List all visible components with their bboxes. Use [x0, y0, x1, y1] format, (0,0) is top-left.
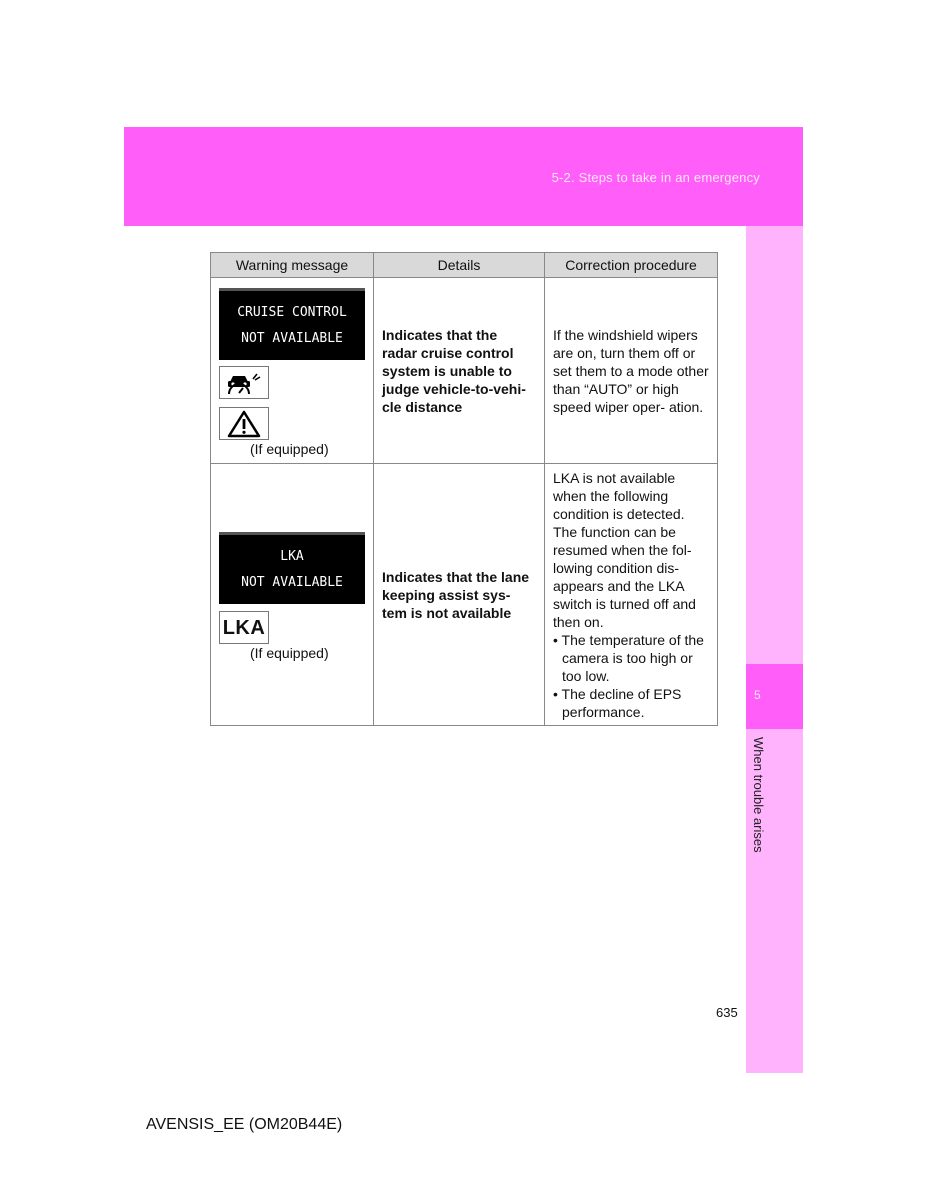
page-number: 635	[716, 1005, 738, 1020]
warning-triangle-icon	[219, 407, 269, 440]
details-cell: Indicates that the radar cruise control system is unable to judge vehicle-to-vehi- cle distance	[374, 278, 545, 464]
header-correction: Correction procedure	[545, 253, 718, 278]
details-cell: Indicates that the lane keeping assist sys- tem is not available	[374, 464, 545, 726]
footer-doc-code: AVENSIS_EE (OM20B44E)	[146, 1116, 343, 1133]
display-line: CRUISE CONTROL	[237, 304, 347, 320]
lcd-display	[219, 288, 365, 360]
chapter-number: 5	[754, 688, 761, 702]
chapter-title: When trouble arises	[751, 737, 766, 853]
side-tab	[746, 226, 803, 1073]
table-row	[211, 278, 718, 464]
radar-cruise-icon	[219, 366, 269, 399]
if-equipped-note: (If equipped)	[250, 441, 329, 457]
warning-message-cell	[211, 464, 374, 726]
display-line: LKA	[280, 548, 304, 564]
header-details: Details	[374, 253, 545, 278]
correction-cell: If the windshield wipers are on, turn them off or set them to a mode other than “AUTO” or high speed wiper oper- ation.	[545, 278, 718, 464]
list-item: • The temperature of the camera is too high or too low.	[553, 631, 704, 684]
section-title: 5-2. Steps to take in an emergency	[551, 170, 760, 185]
correction-intro: LKA is not available when the following condition is detected. The function can be resumed when the fol- lowing condition dis- appears and the LKA switch is turned off and then on.	[553, 469, 696, 630]
if-equipped-note: (If equipped)	[250, 645, 329, 661]
warning-message-cell	[211, 278, 374, 464]
table-header-row	[211, 253, 718, 278]
chapter-box	[746, 664, 803, 729]
header-band	[124, 127, 803, 226]
display-line: NOT AVAILABLE	[241, 330, 343, 346]
display-line: NOT AVAILABLE	[241, 574, 343, 590]
correction-cell	[545, 464, 718, 726]
list-item: • The decline of EPS performance.	[553, 685, 682, 720]
lka-icon	[219, 611, 269, 644]
header-warning-message: Warning message	[211, 253, 374, 278]
table-row	[211, 464, 718, 726]
lcd-display	[219, 532, 365, 604]
lka-icon-label: LKA	[222, 616, 266, 639]
correction-bullets	[553, 631, 711, 721]
warning-table	[210, 252, 718, 726]
